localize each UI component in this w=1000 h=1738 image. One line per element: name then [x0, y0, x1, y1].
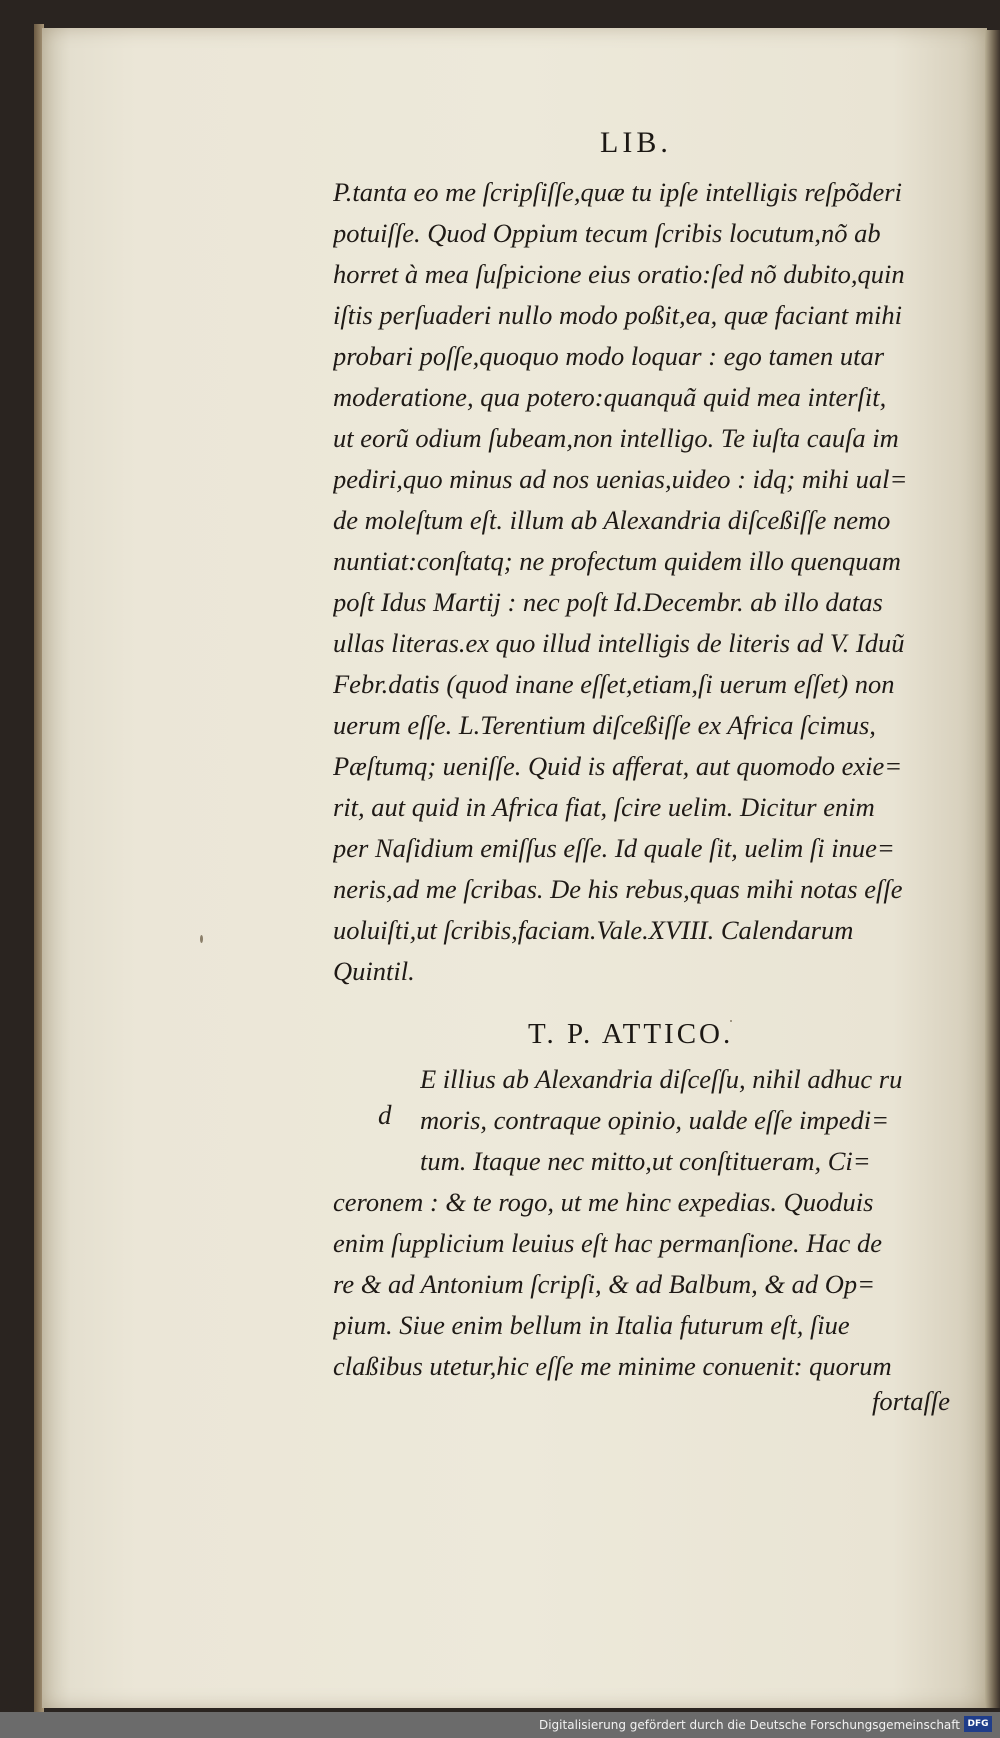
text-line: moderatione, qua potero:quanquã quid mea interſit, — [333, 382, 887, 412]
margin-note: d — [378, 1100, 392, 1130]
text-line: re & ad Antonium ſcripſi, & ad Balbum, & ad Op= — [333, 1269, 875, 1299]
text-line: potuiſſe. Quod Oppium tecum ſcribis locutum,nõ ab — [333, 218, 881, 248]
text-line: E illius ab Alexandria diſceſſu, nihil adhuc ru — [420, 1064, 903, 1094]
text-line: claßibus utetur,hic eſſe me minime conuenit: quorum — [333, 1351, 892, 1381]
text-line: Febr.datis (quod inane eſſet,etiam,ſi uerum eſſet) non — [333, 669, 895, 699]
footer-credit: Digitalisierung gefördert durch die Deutsche Forschungsgemeinschaft — [538, 1718, 960, 1732]
text-line: uoluiſti,ut ſcribis,faciam.Vale.XVIII. Calendarum — [333, 915, 854, 945]
paper-speck — [200, 935, 203, 943]
text-line: enim ſupplicium leuius eſt hac permanſione. Hac de — [333, 1228, 883, 1258]
letter-heading: T. P. ATTICO. — [528, 1018, 734, 1050]
text-line: per Naſidium emiſſus eſſe. Id quale ſit, uelim ſi inue= — [333, 833, 895, 863]
text-line: neris,ad me ſcribas. De his rebus,quas mihi notas eſſe — [333, 874, 903, 904]
text-line: pediri,quo minus ad nos uenias,uideo : idq; mihi ual= — [333, 464, 908, 494]
text-line: Quintil. — [333, 956, 415, 986]
text-line: nuntiat:conſtatq; ne profectum quidem illo quenquam — [333, 546, 901, 576]
text-line: pium. Siue enim bellum in Italia futurum eſt, ſiue — [333, 1310, 850, 1340]
text-line: tum. Itaque nec mitto,ut conſtitueram, Ci= — [420, 1146, 871, 1176]
page-fore-edge — [985, 30, 1000, 1708]
text-line: horret à mea ſuſpicione eius oratio:ſed nõ dubito,quin — [333, 259, 905, 289]
catchword: fortaſſe — [872, 1386, 951, 1416]
text-line: rit, aut quid in Africa fiat, ſcire uelim. Dicitur enim — [333, 792, 875, 822]
text-line: probari poſſe,quoquo modo loquar : ego tamen utar — [333, 341, 885, 371]
text-line: ut eorũ odium ſubeam,non intelligo. Te iuſta cauſa im — [333, 423, 899, 453]
running-head: LIB. — [600, 126, 672, 159]
text-line: de moleſtum eſt. illum ab Alexandria diſceßiſſe nemo — [333, 505, 891, 535]
text-line: moris, contraque opinio, ualde eſſe impedi= — [420, 1105, 890, 1135]
text-line: iſtis perſuaderi nullo modo poßit,ea, quæ faciant mihi — [333, 300, 902, 330]
text-line: Pæſtumq; ueniſſe. Quid is afferat, aut quomodo exie= — [333, 751, 903, 781]
text-line: ullas literas.ex quo illud intelligis de literis ad V. Iduũ — [333, 628, 905, 658]
text-line: P.tanta eo me ſcripſiſſe,quæ tu ipſe intelligis reſpõderi — [333, 177, 902, 207]
text-line: ceronem : & te rogo, ut me hinc expedias. Quoduis — [333, 1187, 874, 1217]
text-line: poſt Idus Martij : nec poſt Id.Decembr. ab illo datas — [333, 587, 883, 617]
dfg-logo: DFG — [964, 1716, 992, 1732]
text-line: uerum eſſe. L.Terentium diſceßiſſe ex Africa ſcimus, — [333, 710, 876, 740]
